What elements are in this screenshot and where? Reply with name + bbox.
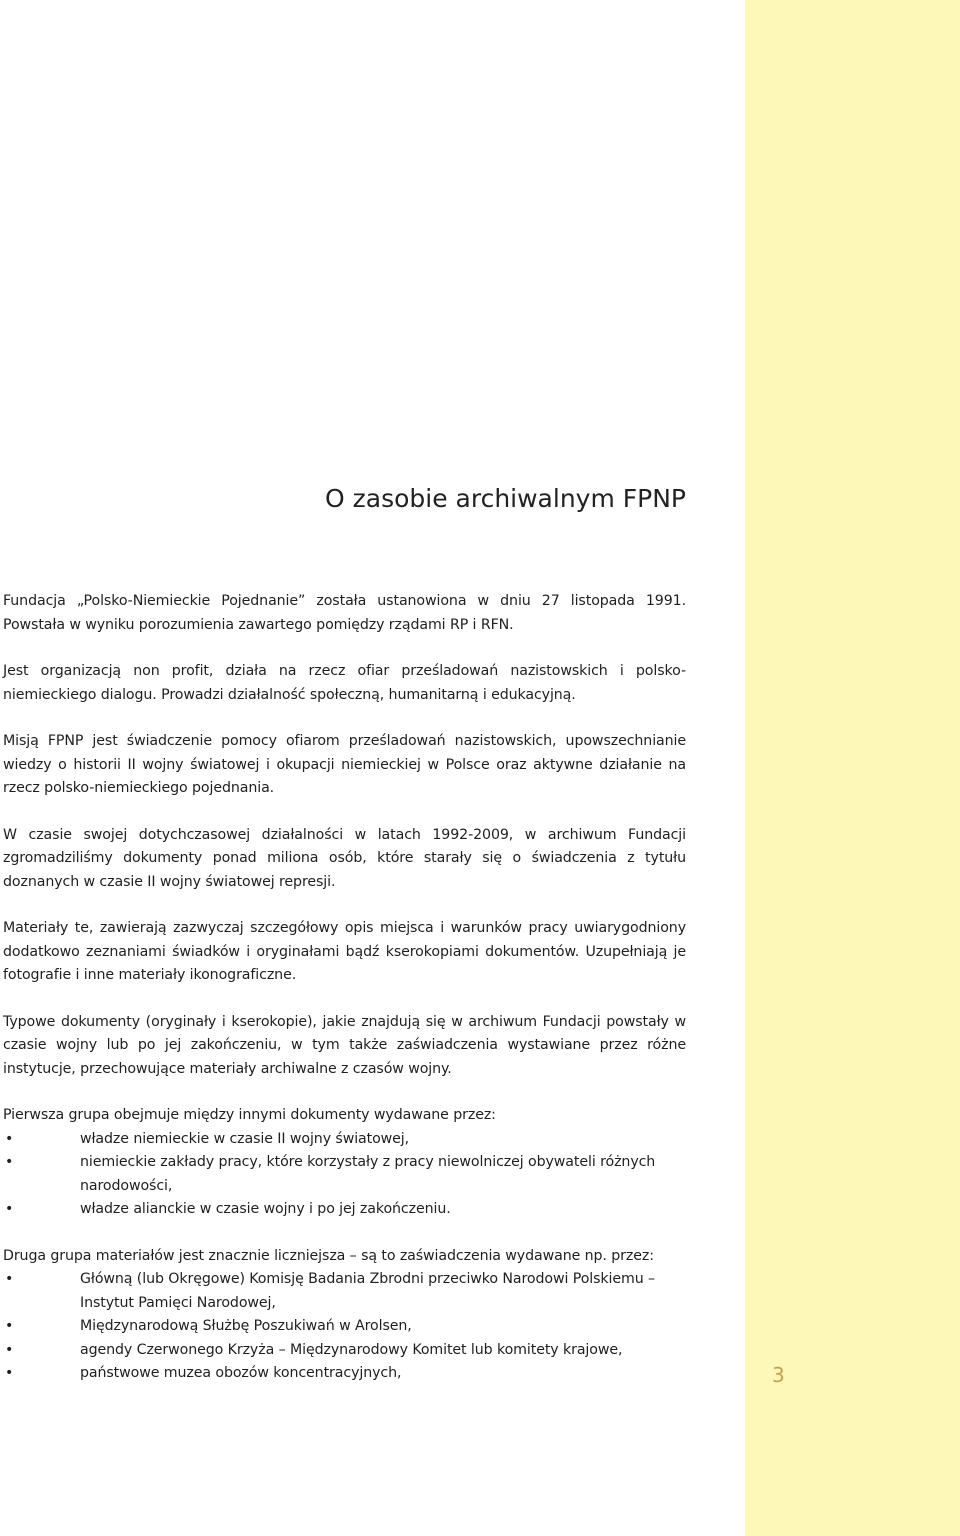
list-item-text: Międzynarodową Służbę Poszukiwań w Arolsen, bbox=[80, 1318, 412, 1334]
list-item bbox=[3, 1315, 686, 1339]
list-item-text: niemieckie zakłady pracy, które korzystały z pracy niewolniczej obywateli różnych narodowości, bbox=[80, 1154, 656, 1194]
page-number: 3 bbox=[772, 1363, 785, 1387]
list-item bbox=[3, 1198, 686, 1222]
paragraph-mission: Misją FPNP jest świadczenie pomocy ofiarom prześladowań nazistowskich, upowszechnianie wiedzy o historii II wojny światowej i okupacji niemieckiej w Polsce oraz aktywne działanie na rzecz polsko-niemieckiego pojednania. bbox=[3, 733, 686, 796]
list-item bbox=[3, 1339, 686, 1363]
bullet-icon: • bbox=[5, 1318, 14, 1334]
group2-intro: Druga grupa materiałów jest znacznie liczniejsza – są to zaświadczenia wydawane np. przez: bbox=[3, 1247, 654, 1264]
paragraph-organization: Jest organizacją non profit, działa na rzecz ofiar prześladowań nazistowskich i polsko-niemieckiego dialogu. Prowadzi działalność społeczną, humanitarną i edukacyjną. bbox=[3, 663, 686, 703]
list-item bbox=[3, 1362, 686, 1386]
paragraph-archive: W czasie swojej dotychczasowej działalności w latach 1992-2009, w archiwum Fundacji zgromadziliśmy dokumenty ponad miliona osób, które starały się o świadczenia z tytułu doznanych w czasie II wojny światowej represji. bbox=[3, 826, 686, 890]
list-item bbox=[3, 1128, 686, 1152]
list-item-text: władze alianckie w czasie wojny i po jej zakończeniu. bbox=[80, 1201, 451, 1217]
list-item-text: władze niemieckie w czasie II wojny światowej, bbox=[80, 1130, 410, 1147]
side-color-band bbox=[745, 0, 960, 1536]
bullet-icon: • bbox=[5, 1271, 14, 1287]
document-body bbox=[3, 590, 686, 1409]
list-item-text: Główną (lub Okręgowe) Komisję Badania Zbrodni przeciwko Narodowi Polskiemu – Instytut Pamięci Narodowej, bbox=[80, 1271, 656, 1311]
paragraph-founding: Fundacja „Polsko-Niemieckie Pojednanie” została ustanowiona w dniu 27 listopada 1991. Powstała w wyniku porozumienia zawartego pomiędzy rządami RP i RFN. bbox=[3, 593, 686, 633]
list-item-text: państwowe muzea obozów koncentracyjnych, bbox=[80, 1365, 402, 1381]
page-title: O zasobie archiwalnym FPNP bbox=[325, 484, 686, 513]
list-item bbox=[3, 1151, 686, 1198]
list-item-text: agendy Czerwonego Krzyża – Międzynarodowy Komitet lub komitety krajowe, bbox=[80, 1341, 623, 1358]
bullet-icon: • bbox=[5, 1341, 14, 1358]
paragraph-materials: Materiały te, zawierają zazwyczaj szczegółowy opis miejsca i warunków pracy uwiarygodniony dodatkowo zeznaniami świadków i oryginałami bądź kserokopiami dokumentów. Uzupełniają je fotografie i inne materiały ikonograficzne. bbox=[3, 920, 686, 983]
group2-list bbox=[3, 1268, 686, 1386]
paragraph-typical-documents: Typowe dokumenty (oryginały i kserokopie), jakie znajdują się w archiwum Fundacji powstały w czasie wojny lub po jej zakończeniu, w tym także zaświadczenia wystawiane przez różne instytucje, przechowujące materiały archiwalne z czasów wojny. bbox=[3, 1013, 686, 1077]
group1-list bbox=[3, 1128, 686, 1222]
bullet-icon: • bbox=[5, 1201, 14, 1217]
group1-intro: Pierwsza grupa obejmuje między innymi dokumenty wydawane przez: bbox=[3, 1107, 496, 1123]
bullet-icon: • bbox=[5, 1154, 14, 1170]
bullet-icon: • bbox=[5, 1130, 14, 1147]
list-item bbox=[3, 1268, 686, 1315]
bullet-icon: • bbox=[5, 1365, 14, 1381]
